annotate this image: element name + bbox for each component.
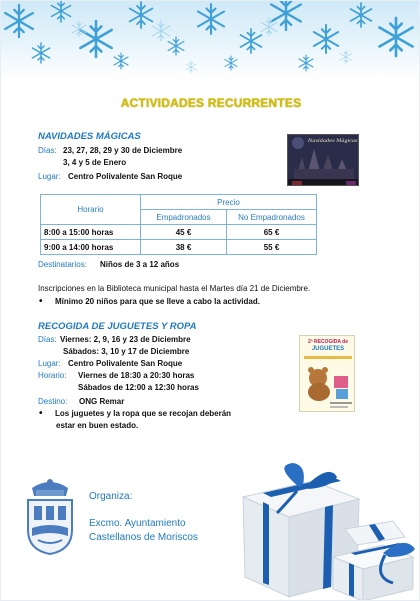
nota-line2: estar en buen estado. [56, 421, 139, 430]
recogida-dias-row [38, 335, 191, 344]
navidades-poster [287, 134, 359, 186]
horario-line1: Viernes de 18:30 a 20:30 horas [78, 371, 195, 380]
precio-header: Precio [141, 195, 317, 210]
destinatarios-value: Niños de 3 a 12 años [100, 260, 180, 269]
poster-title-line1: 2ª RECOGIDA de [307, 339, 348, 345]
empadronados-cell: 45 € [141, 225, 227, 240]
dias-label: Días: [38, 146, 57, 155]
recogida-poster [299, 335, 355, 412]
page-title: ACTIVIDADES RECURRENTES [120, 96, 302, 110]
recogida-heading: RECOGIDA DE JUGUETES Y ROPA [38, 321, 197, 332]
organiza-line2: Castellanos de Moriscos [89, 532, 198, 543]
dias-label: Días: [38, 335, 57, 344]
navidades-lugar-row [38, 172, 183, 181]
organiza-line1: Excmo. Ayuntamiento [89, 518, 186, 529]
minimo-text: Mínimo 20 niños para que se lleve a cabo la actividad. [55, 297, 260, 306]
lugar-label: Lugar: [38, 359, 61, 368]
empadronados-cell: 38 € [141, 240, 227, 255]
horario-label: Horario: [38, 371, 67, 380]
dias-line2: Sábados: 3, 10 y 17 de Diciembre [63, 347, 190, 356]
destinatarios-label: Destinatarios: [38, 260, 87, 269]
no-empadronados-cell: 65 € [227, 225, 317, 240]
destino-value: ONG Remar [79, 397, 125, 406]
horario-line2: Sábados de 12:00 a 12:30 horas [78, 383, 199, 392]
recogida-destino-row [38, 397, 125, 406]
dias-line2: 3, 4 y 5 de Enero [63, 158, 127, 167]
lugar-label: Lugar: [38, 172, 61, 181]
dias-line1: 23, 27, 28, 29 y 30 de Diciembre [63, 146, 183, 155]
dias-line1: Viernes: 2, 9, 16 y 23 de Diciembre [60, 335, 191, 344]
empadronados-header: Empadronados [141, 210, 227, 225]
gift-boxes-image [233, 457, 420, 601]
inscripciones-text: Inscripciones en la Biblioteca municipal hasta el Martes día 21 de Diciembre. [38, 284, 311, 293]
navidades-heading: NAVIDADES MÁGICAS [38, 131, 141, 142]
table-row [41, 240, 317, 255]
snowflakes-decoration [1, 1, 420, 79]
lugar-value: Centro Polivalente San Roque [68, 359, 183, 368]
recogida-lugar-row [38, 359, 183, 368]
nota-line1: Los juguetes y la ropa que se recojan deberán [55, 409, 232, 418]
coat-of-arms-icon [24, 476, 76, 556]
snowflake-header [1, 1, 420, 79]
no-empadronados-header: No Empadronados [227, 210, 317, 225]
horario-header: Horario [41, 195, 141, 225]
table-row [41, 225, 317, 240]
lugar-value: Centro Polivalente San Roque [68, 172, 183, 181]
poster-title-line2: JUGUETES [311, 346, 345, 352]
poster-title: Navidades Mágicas [308, 138, 358, 144]
navidades-dias-row [38, 146, 183, 155]
destino-label: Destino: [38, 397, 68, 406]
destinatarios-row [38, 260, 180, 269]
horario-cell: 8:00 a 15:00 horas [41, 225, 141, 240]
no-empadronados-cell: 55 € [227, 240, 317, 255]
organiza-label: Organiza: [89, 491, 133, 502]
price-table [40, 194, 317, 255]
recogida-horario-row [38, 371, 195, 380]
horario-cell: 9:00 a 14:00 horas [41, 240, 141, 255]
teddy-bear-image [300, 336, 355, 412]
